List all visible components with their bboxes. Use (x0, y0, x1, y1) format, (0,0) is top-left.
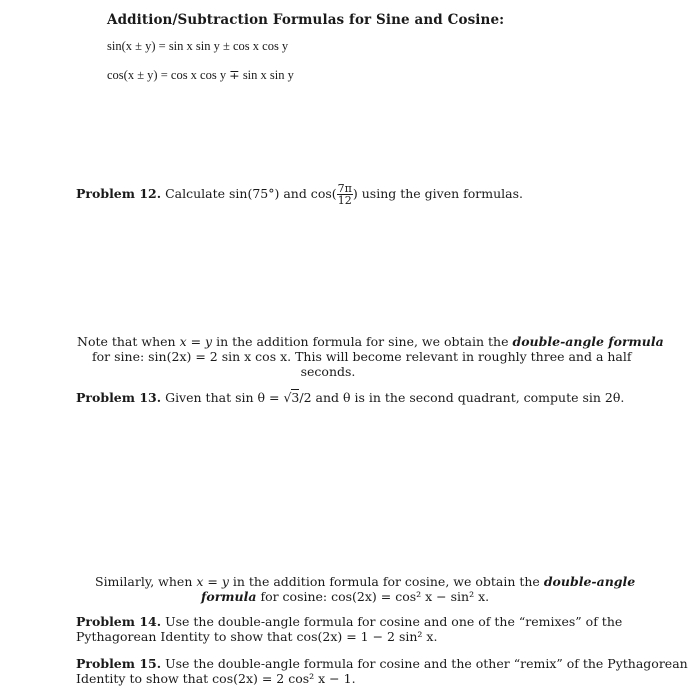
problem-14-text: Use the double-angle formula for cosine and one of the “remixes” of the (165, 614, 623, 629)
problem-12-label: Problem 12. (76, 186, 162, 201)
note-cosine-text-2: in the addition formula for cosine, we obtain the (228, 574, 544, 589)
cosine-addition-formula: cos(x ± y) = cos x cos y ∓ sin x sin y (107, 68, 294, 82)
problem-12-text-b: ) using the given formulas. (352, 186, 524, 201)
note-sine-equation: x = y (179, 334, 213, 349)
formula-term: formula (201, 589, 257, 604)
problem-13-text-a: Given that sin θ = (165, 390, 284, 405)
page-title: Addition/Subtraction Formulas for Sine and Cosine: (107, 12, 505, 28)
note-sine-text: Note that when (77, 334, 180, 349)
problem-15-label: Problem 15. (76, 656, 162, 671)
problem-13-label: Problem 13. (76, 390, 162, 405)
problem-14-line-2: Pythagorean Identity to show that cos(2x) = 1 − 2 sin² x. (76, 629, 438, 644)
note-cosine-text: Similarly, when (95, 574, 197, 589)
problem-12-text-a: Calculate sin(75°) and cos( (165, 186, 337, 201)
problem-12 (76, 183, 523, 206)
note-sine-line-3: seconds. (300, 364, 356, 379)
sqrt-argument: 3 (291, 390, 300, 405)
sqrt-symbol: √ (283, 390, 292, 405)
note-cosine-equation: x = y (196, 574, 229, 589)
problem-14-label: Problem 14. (76, 614, 162, 629)
note-sine-text-2: in the addition formula for sine, we obtain the (212, 334, 513, 349)
fraction-numerator: 7π (337, 182, 352, 195)
note-sine-line-2: for sine: sin(2x) = 2 sin x cos x. This will become relevant in roughly three and a half (92, 349, 632, 364)
note-cosine-line-1 (95, 574, 635, 589)
double-angle-term: double-angle (543, 574, 636, 589)
sine-addition-formula: sin(x ± y) = sin x sin y ± cos x cos y (107, 39, 289, 53)
seven-pi-over-twelve (337, 183, 353, 206)
double-angle-term: double-angle formula (512, 334, 664, 349)
problem-15-line-1 (76, 656, 688, 671)
problem-13-text-b: /2 and θ is in the second quadrant, compute sin 2θ. (299, 390, 625, 405)
note-sine-line-1 (77, 334, 664, 349)
problem-15-text: Use the double-angle formula for cosine and the other “remix” of the Pythagorean (165, 656, 688, 671)
problem-14-line-1 (76, 614, 622, 629)
note-cosine-formula: for cosine: cos(2x) = cos² x − sin² x. (256, 589, 490, 604)
note-cosine-line-2 (201, 589, 489, 604)
fraction-denominator: 12 (337, 194, 352, 207)
problem-13 (76, 390, 624, 405)
problem-15-line-2: Identity to show that cos(2x) = 2 cos² x − 1. (76, 671, 356, 686)
